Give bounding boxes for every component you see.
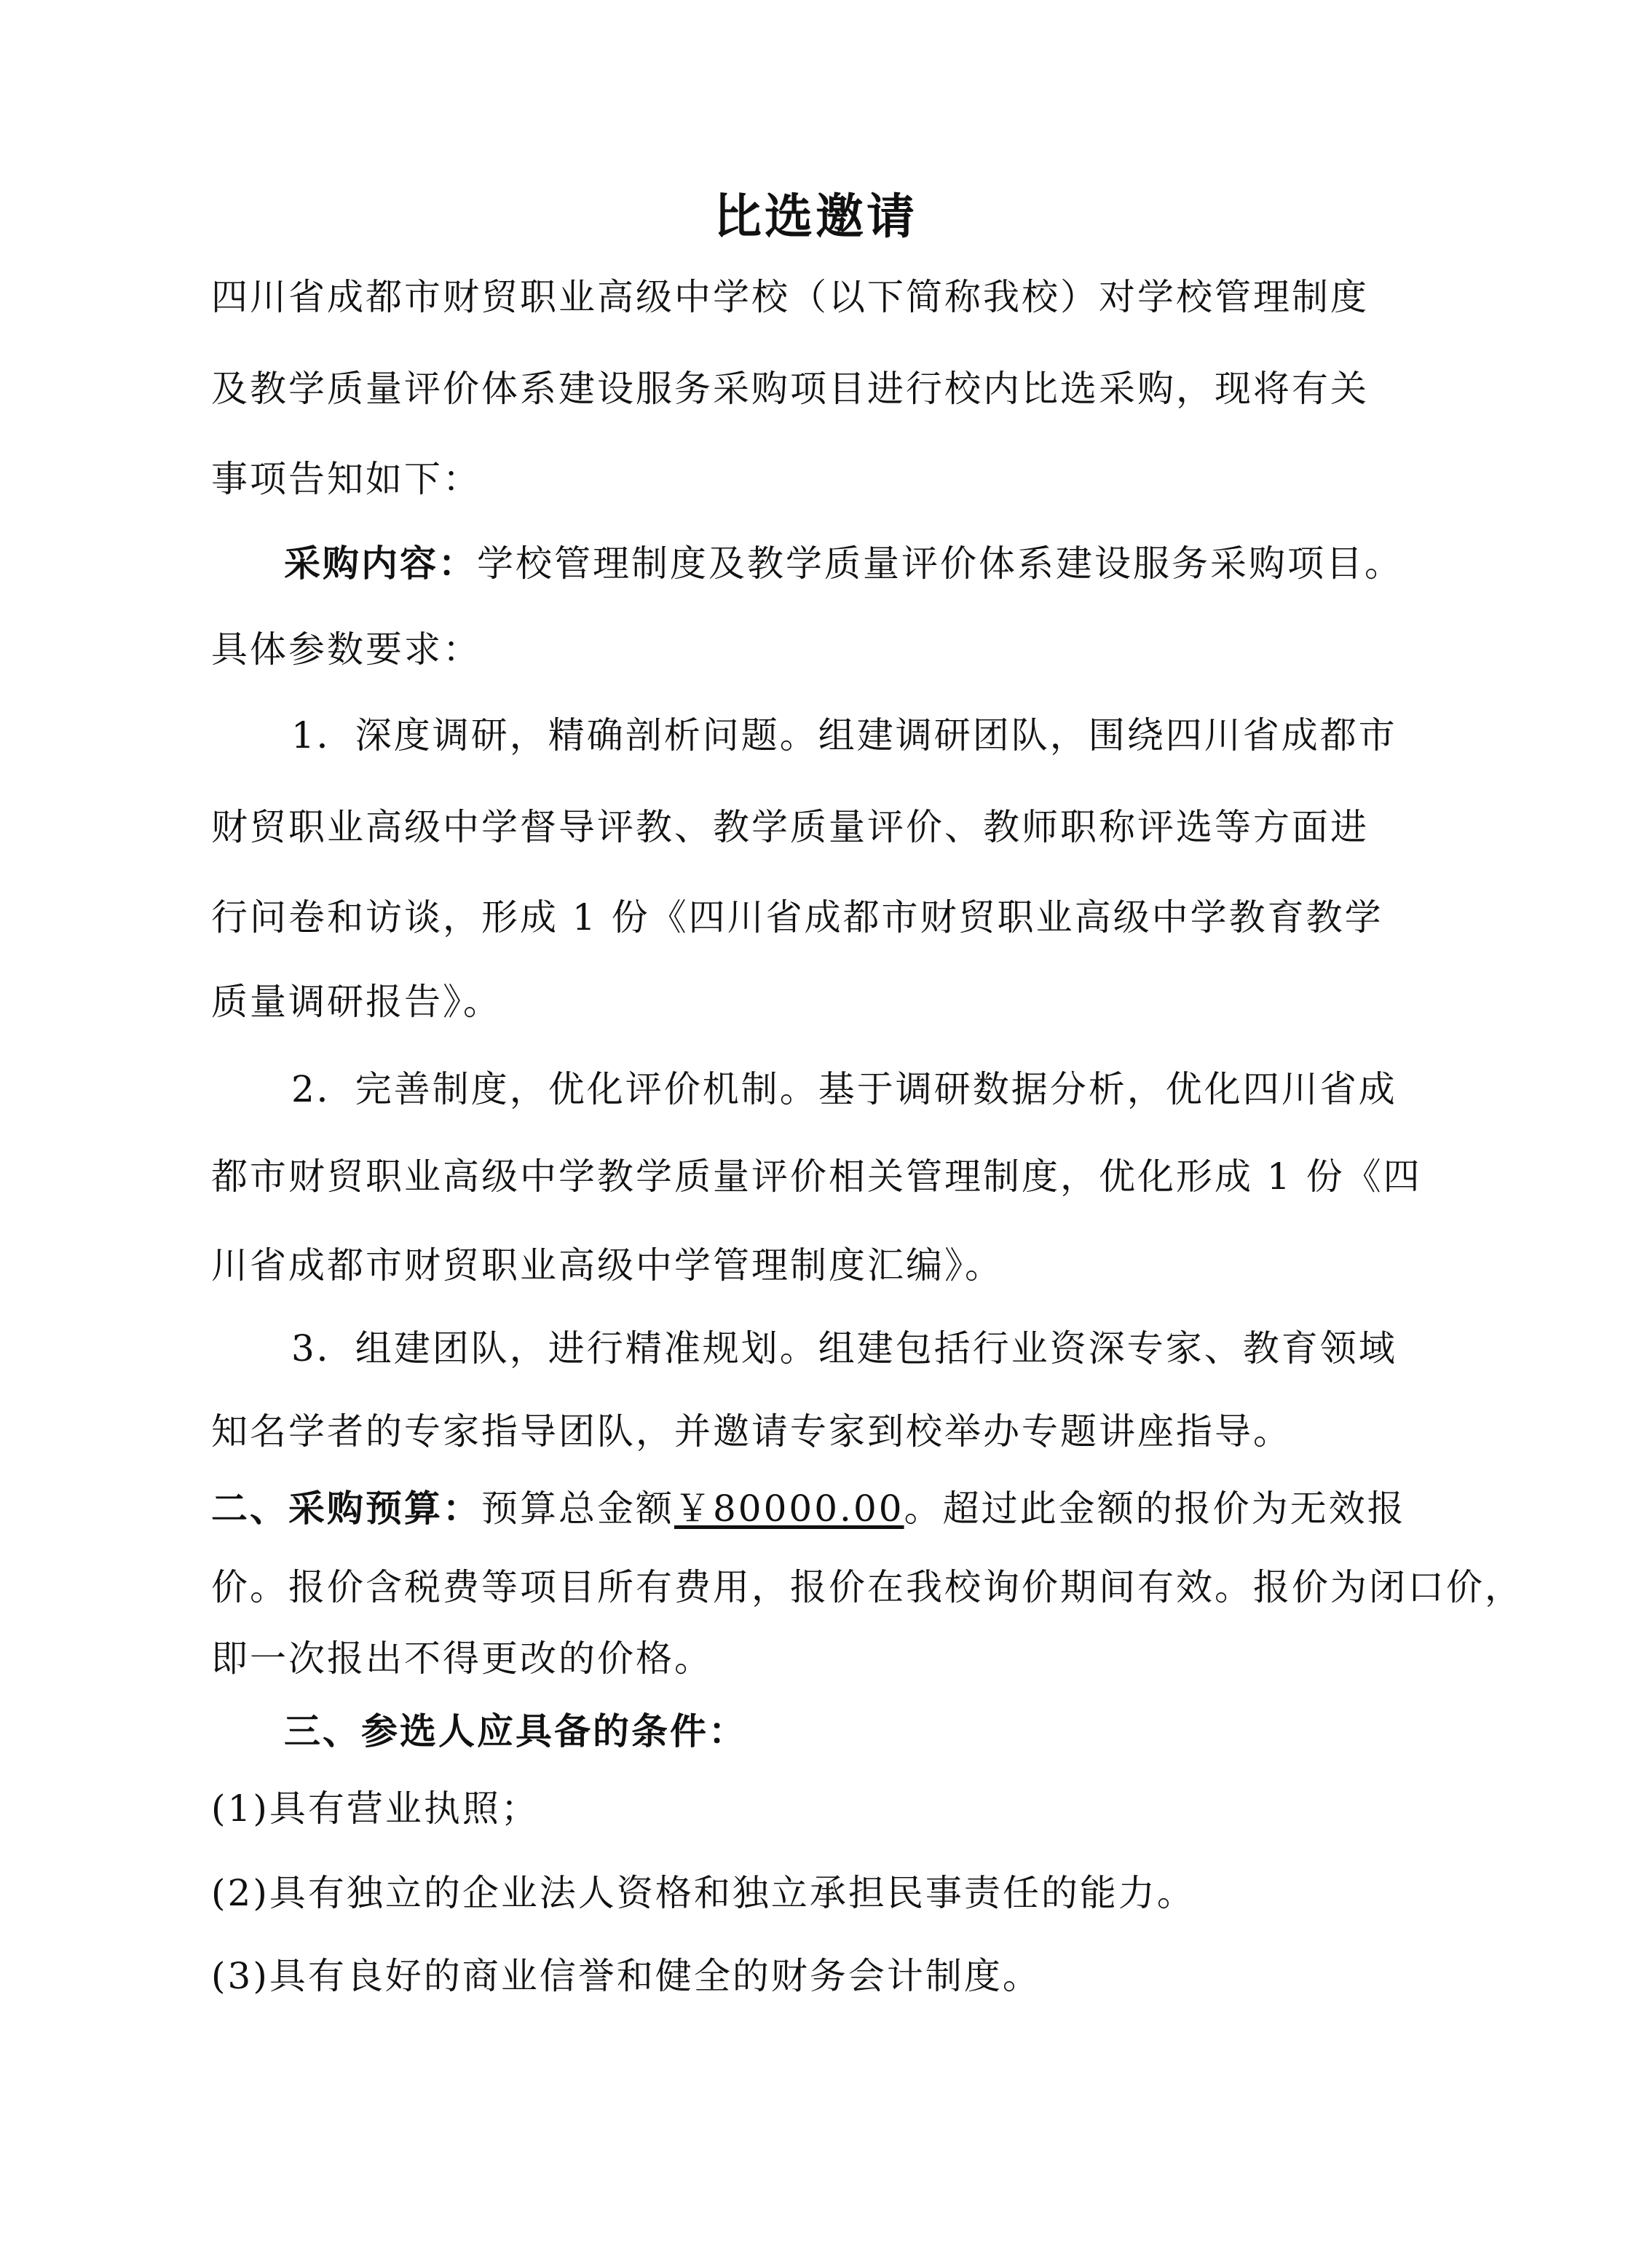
item2-line-1: 2．完善制度，优化评价机制。基于调研数据分析，优化四川省成 [291, 1068, 1397, 1110]
intro-line-3: 事项告知如下： [211, 458, 481, 500]
item1-line-3: 行问卷和访谈，形成 1 份《四川省成都市财贸职业高级中学教育教学 [211, 896, 1383, 939]
budget-amount: ￥80000.00 [674, 1487, 904, 1530]
item3-line-2: 知名学者的专家指导团队，并邀请专家到校举办专题讲座指导。 [211, 1410, 1292, 1453]
item1-line-1: 1．深度调研，精确剖析问题。组建调研团队，围绕四川省成都市 [291, 714, 1397, 756]
condition-item-2: (2)具有独立的企业法人资格和独立承担民事责任的能力。 [211, 1872, 1196, 1914]
document-title: 比选邀请 [714, 189, 917, 245]
budget-prefix: 预算总金额 [481, 1487, 674, 1530]
item3-line-1: 3．组建团队，进行精准规划。组建包括行业资深专家、教育领域 [291, 1327, 1397, 1370]
budget-line-1 [211, 1485, 1464, 1532]
purchase-content-text: 学校管理制度及教学质量评价体系建设服务采购项目。 [477, 542, 1403, 585]
purchase-content-line [284, 540, 1536, 587]
budget-line-2: 价。报价含税费等项目所有费用，报价在我校询价期间有效。报价为闭口价， [211, 1566, 1523, 1608]
purchase-content-label: 采购内容： [284, 542, 477, 585]
item1-line-4: 质量调研报告》。 [211, 981, 502, 1023]
intro-line-1: 四川省成都市财贸职业高级中学校（以下简称我校）对学校管理制度 [211, 276, 1369, 318]
budget-label: 二、采购预算： [211, 1487, 481, 1530]
condition-item-1: (1)具有营业执照； [211, 1787, 540, 1830]
budget-line-3: 即一次报出不得更改的价格。 [211, 1637, 713, 1680]
item1-line-2: 财贸职业高级中学督导评教、教学质量评价、教师职称评选等方面进 [211, 806, 1369, 848]
params-heading: 具体参数要求： [211, 628, 481, 671]
intro-line-2: 及教学质量评价体系建设服务采购项目进行校内比选采购，现将有关 [211, 368, 1369, 410]
item2-line-2: 都市财贸职业高级中学教学质量评价相关管理制度，优化形成 1 份《四 [211, 1155, 1422, 1198]
budget-suffix: 。超过此金额的报价为无效报 [904, 1487, 1406, 1530]
conditions-heading: 三、参选人应具备的条件： [284, 1710, 747, 1753]
condition-item-3: (3)具有良好的商业信誉和健全的财务会计制度。 [211, 1955, 1041, 1997]
item2-line-3: 川省成都市财贸职业高级中学管理制度汇编》。 [211, 1244, 1003, 1287]
